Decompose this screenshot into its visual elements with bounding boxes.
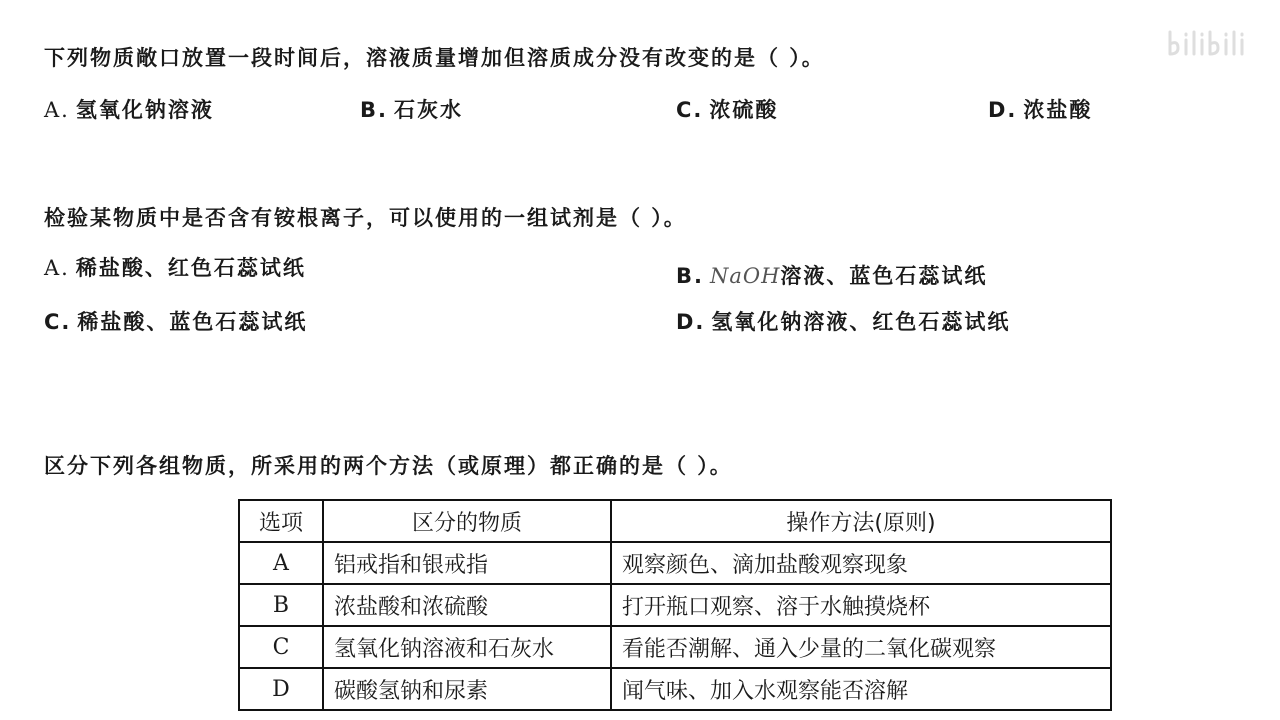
table-cell-option: D [239, 668, 323, 710]
q2-option-b-text: 溶液、蓝色石蕊试纸 [780, 264, 988, 288]
q2-option-c-text: 稀盐酸、蓝色石蕊试纸 [77, 310, 308, 334]
table-cell-method: 闻气味、加入水观察能否溶解 [611, 668, 1111, 710]
table-cell-substances: 铝戒指和银戒指 [323, 542, 611, 584]
table-row [239, 668, 1111, 710]
q3-table [238, 499, 1112, 711]
q2-option-a [44, 252, 306, 282]
q1-option-d-tag: D. [988, 98, 1018, 122]
table-cell-option: C [239, 626, 323, 668]
table-header-method: 操作方法(原则) [611, 500, 1111, 542]
q1-option-a-text: 氢氧化钠溶液 [75, 98, 214, 122]
q2-option-d-text: 氢氧化钠溶液、红色石蕊试纸 [711, 310, 1011, 334]
table-row [239, 584, 1111, 626]
table-row [239, 542, 1111, 584]
table-row [239, 626, 1111, 668]
q1-option-b-text: 石灰水 [393, 98, 463, 122]
table-cell-option: A [239, 542, 323, 584]
q1-option-a-tag: A. [44, 98, 70, 122]
q2-option-b-tag: B. [676, 264, 704, 288]
q3-stem: 区分下列各组物质，所采用的两个方法（或原理）都正确的是（ ）。 [44, 454, 733, 478]
q2-option-c-tag: C. [44, 310, 72, 334]
q2-option-d-tag: D. [676, 310, 706, 334]
table-cell-substances: 氢氧化钠溶液和石灰水 [323, 626, 611, 668]
q2-option-d [676, 306, 1010, 336]
q2-option-a-text: 稀盐酸、红色石蕊试纸 [75, 256, 306, 280]
q1-option-c-tag: C. [676, 98, 704, 122]
q1-option-d-text: 浓盐酸 [1023, 98, 1093, 122]
table-header-option: 选项 [239, 500, 323, 542]
q2-stem: 检验某物质中是否含有铵根离子，可以使用的一组试剂是（ ）。 [44, 206, 687, 230]
table-cell-method: 观察颜色、滴加盐酸观察现象 [611, 542, 1111, 584]
watermark [1164, 28, 1254, 58]
q1-option-b-tag: B. [360, 98, 388, 122]
q2-option-b [676, 260, 987, 290]
q2-option-a-tag: A. [44, 256, 70, 280]
q1-option-c-text: 浓硫酸 [709, 98, 779, 122]
q1-option-b [360, 94, 463, 124]
q1-option-c [676, 94, 778, 124]
q2-option-b-formula: NaOH [709, 264, 781, 288]
table-cell-substances: 碳酸氢钠和尿素 [323, 668, 611, 710]
q1-stem: 下列物质敞口放置一段时间后，溶液质量增加但溶质成分没有改变的是（ ）。 [44, 46, 825, 70]
table-cell-method: 打开瓶口观察、溶于水触摸烧杯 [611, 584, 1111, 626]
q1-option-a [44, 94, 214, 124]
table-cell-substances: 浓盐酸和浓硫酸 [323, 584, 611, 626]
table-cell-method: 看能否潮解、通入少量的二氧化碳观察 [611, 626, 1111, 668]
table-header-row [239, 500, 1111, 542]
table-cell-option: B [239, 584, 323, 626]
q2-option-c [44, 306, 307, 336]
table-header-substances: 区分的物质 [323, 500, 611, 542]
bilibili-logo-icon [1164, 28, 1254, 58]
q1-option-d [988, 94, 1092, 124]
